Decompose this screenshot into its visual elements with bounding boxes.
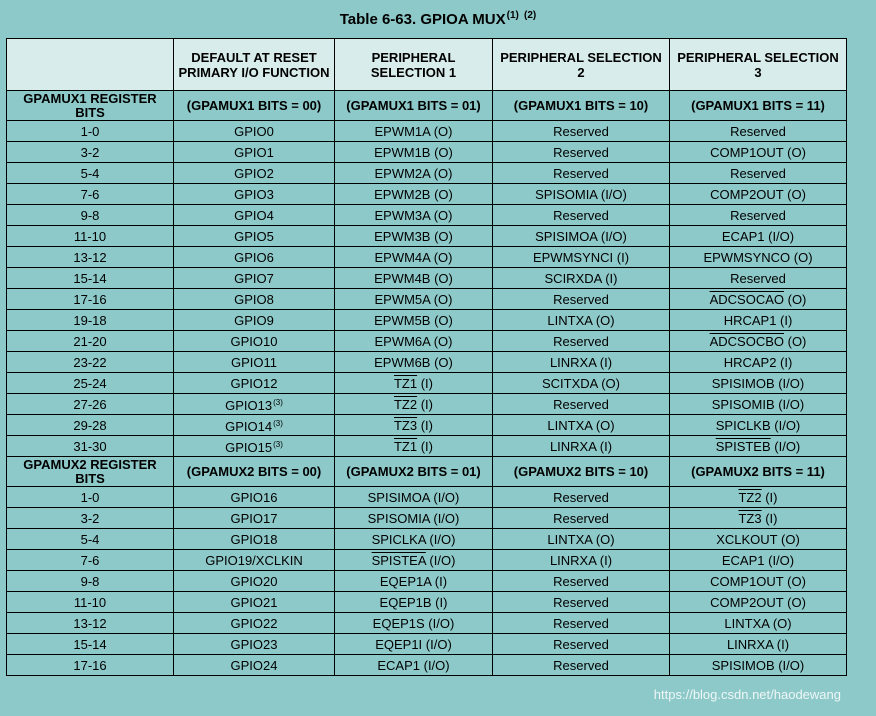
cell-default-function: GPIO11 — [174, 352, 335, 373]
table-row — [7, 487, 847, 508]
cell-peripheral-3 — [670, 487, 847, 508]
cell-peripheral-2: Reserved — [493, 163, 670, 184]
cell-register-bits: 15-14 — [7, 268, 174, 289]
table-row — [7, 289, 847, 310]
cell-peripheral-2: SCIRXDA (I) — [493, 268, 670, 289]
table-title-text: Table 6-63. GPIOA MUX — [339, 11, 506, 28]
table-row — [7, 613, 847, 634]
gpio-name: GPIO14 — [225, 419, 273, 434]
cell-peripheral-1: EPWM5A (O) — [335, 289, 493, 310]
section-bits-value: (GPAMUX1 BITS = 10) — [493, 91, 670, 121]
cell-peripheral-2: SCITXDA (O) — [493, 373, 670, 394]
cell-peripheral-3: COMP2OUT (O) — [670, 592, 847, 613]
table-row — [7, 331, 847, 352]
cell-default-function: GPIO24 — [174, 655, 335, 676]
cell-default-function: GPIO3 — [174, 184, 335, 205]
cell-peripheral-1: SPISOMIA (I/O) — [335, 508, 493, 529]
table-row — [7, 508, 847, 529]
header-row — [7, 39, 847, 91]
section-header-row — [7, 457, 847, 487]
cell-peripheral-1: EPWM2B (O) — [335, 184, 493, 205]
active-low-signal: TZ1 — [393, 438, 418, 454]
cell-peripheral-2: Reserved — [493, 508, 670, 529]
cell-peripheral-3 — [670, 508, 847, 529]
cell-register-bits: 17-16 — [7, 289, 174, 310]
cell-peripheral-3: Reserved — [670, 121, 847, 142]
cell-peripheral-3: SPISIMOB (I/O) — [670, 373, 847, 394]
cell-register-bits: 1-0 — [7, 121, 174, 142]
signal-direction: (I) — [417, 375, 433, 391]
cell-peripheral-1: EPWM3B (O) — [335, 226, 493, 247]
cell-default-function: GPIO21 — [174, 592, 335, 613]
cell-peripheral-2: LINTXA (O) — [493, 529, 670, 550]
cell-register-bits: 7-6 — [7, 550, 174, 571]
cell-peripheral-3: Reserved — [670, 163, 847, 184]
cell-peripheral-1: EQEP1A (I) — [335, 571, 493, 592]
title-footnote-2[interactable]: (2) — [524, 10, 537, 21]
cell-default-function: GPIO1 — [174, 142, 335, 163]
cell-peripheral-3: COMP1OUT (O) — [670, 142, 847, 163]
section-bits-value: (GPAMUX2 BITS = 11) — [670, 457, 847, 487]
cell-peripheral-2: Reserved — [493, 331, 670, 352]
footnote-ref[interactable]: (3) — [273, 440, 283, 449]
cell-register-bits: 7-6 — [7, 184, 174, 205]
cell-peripheral-1: EPWM3A (O) — [335, 205, 493, 226]
cell-register-bits: 23-22 — [7, 352, 174, 373]
header-register-bits — [7, 39, 174, 91]
cell-peripheral-2: Reserved — [493, 592, 670, 613]
cell-default-function: GPIO22 — [174, 613, 335, 634]
cell-register-bits: 1-0 — [7, 487, 174, 508]
table-row — [7, 163, 847, 184]
cell-peripheral-3: ECAP1 (I/O) — [670, 226, 847, 247]
cell-peripheral-1 — [335, 415, 493, 436]
table-row — [7, 373, 847, 394]
footnote-ref[interactable]: (3) — [273, 398, 283, 407]
cell-default-function: GPIO10 — [174, 331, 335, 352]
cell-register-bits: 3-2 — [7, 508, 174, 529]
cell-default-function: GPIO12 — [174, 373, 335, 394]
cell-peripheral-1: EPWM6B (O) — [335, 352, 493, 373]
cell-default-function: GPIO4 — [174, 205, 335, 226]
cell-peripheral-3 — [670, 436, 847, 457]
active-low-signal: SPISTEA — [371, 552, 426, 568]
cell-peripheral-3: COMP2OUT (O) — [670, 184, 847, 205]
cell-peripheral-1: EPWM2A (O) — [335, 163, 493, 184]
cell-peripheral-3: LINTXA (O) — [670, 613, 847, 634]
cell-peripheral-2: Reserved — [493, 142, 670, 163]
signal-direction: (I/O) — [770, 438, 801, 454]
cell-peripheral-1 — [335, 436, 493, 457]
cell-peripheral-2: EPWMSYNCI (I) — [493, 247, 670, 268]
active-low-signal: TZ2 — [738, 489, 762, 505]
cell-peripheral-2: Reserved — [493, 205, 670, 226]
signal-direction: (I) — [417, 417, 433, 433]
cell-peripheral-2: Reserved — [493, 571, 670, 592]
table-row — [7, 634, 847, 655]
cell-register-bits: 11-10 — [7, 226, 174, 247]
section-label: GPAMUX2 REGISTER BITS — [7, 457, 174, 487]
cell-peripheral-3: XCLKOUT (O) — [670, 529, 847, 550]
section-bits-value: (GPAMUX2 BITS = 01) — [335, 457, 493, 487]
table-header — [7, 39, 847, 91]
table-row — [7, 436, 847, 457]
cell-peripheral-3 — [670, 289, 847, 310]
section-bits-value: (GPAMUX2 BITS = 00) — [174, 457, 335, 487]
cell-register-bits: 29-28 — [7, 415, 174, 436]
signal-direction: (O) — [784, 333, 807, 349]
cell-peripheral-1: EPWM5B (O) — [335, 310, 493, 331]
cell-peripheral-1: EQEP1I (I/O) — [335, 634, 493, 655]
cell-register-bits: 9-8 — [7, 205, 174, 226]
table-row — [7, 415, 847, 436]
cell-default-function: GPIO9 — [174, 310, 335, 331]
cell-register-bits: 5-4 — [7, 163, 174, 184]
cell-default-function: GPIO2 — [174, 163, 335, 184]
signal-direction: (I) — [417, 396, 433, 412]
cell-peripheral-3: Reserved — [670, 205, 847, 226]
cell-register-bits: 13-12 — [7, 613, 174, 634]
table-row — [7, 655, 847, 676]
cell-peripheral-1: EPWM1B (O) — [335, 142, 493, 163]
cell-default-function: GPIO23 — [174, 634, 335, 655]
cell-default-function: GPIO18 — [174, 529, 335, 550]
signal-direction: (I) — [761, 510, 778, 526]
cell-peripheral-1: EPWM4A (O) — [335, 247, 493, 268]
cell-peripheral-3: ECAP1 (I/O) — [670, 550, 847, 571]
section-bits-value: (GPAMUX1 BITS = 11) — [670, 91, 847, 121]
cell-default-function: GPIO6 — [174, 247, 335, 268]
cell-peripheral-3: SPISIMOB (I/O) — [670, 655, 847, 676]
cell-peripheral-3: LINRXA (I) — [670, 634, 847, 655]
cell-peripheral-1: EQEP1S (I/O) — [335, 613, 493, 634]
cell-peripheral-3: SPICLKB (I/O) — [670, 415, 847, 436]
signal-direction: (I) — [761, 489, 778, 505]
header-peripheral-2: PERIPHERAL SELECTION 2 — [493, 39, 670, 91]
cell-peripheral-2: LINTXA (O) — [493, 415, 670, 436]
cell-register-bits: 3-2 — [7, 142, 174, 163]
cell-register-bits: 15-14 — [7, 634, 174, 655]
cell-peripheral-2: Reserved — [493, 613, 670, 634]
signal-direction: (I/O) — [425, 552, 456, 568]
cell-peripheral-1: ECAP1 (I/O) — [335, 655, 493, 676]
cell-peripheral-1: EQEP1B (I) — [335, 592, 493, 613]
section-bits-value: (GPAMUX1 BITS = 00) — [174, 91, 335, 121]
cell-peripheral-3: EPWMSYNCO (O) — [670, 247, 847, 268]
cell-peripheral-3: SPISOMIB (I/O) — [670, 394, 847, 415]
cell-peripheral-2: Reserved — [493, 634, 670, 655]
cell-default-function: GPIO0 — [174, 121, 335, 142]
cell-register-bits: 13-12 — [7, 247, 174, 268]
active-low-signal: TZ3 — [738, 510, 762, 526]
table-row — [7, 121, 847, 142]
table-row — [7, 592, 847, 613]
cell-peripheral-2: LINRXA (I) — [493, 436, 670, 457]
cell-peripheral-2: Reserved — [493, 289, 670, 310]
cell-register-bits: 25-24 — [7, 373, 174, 394]
cell-peripheral-2: Reserved — [493, 394, 670, 415]
cell-peripheral-2: LINRXA (I) — [493, 352, 670, 373]
cell-peripheral-1 — [335, 373, 493, 394]
cell-default-function — [174, 415, 335, 436]
cell-register-bits: 5-4 — [7, 529, 174, 550]
cell-peripheral-3 — [670, 331, 847, 352]
section-header-row — [7, 91, 847, 121]
cell-peripheral-3: COMP1OUT (O) — [670, 571, 847, 592]
cell-peripheral-2: Reserved — [493, 121, 670, 142]
table-row — [7, 310, 847, 331]
cell-peripheral-1: SPISIMOA (I/O) — [335, 487, 493, 508]
gpioa-mux-table — [6, 38, 847, 676]
table-row — [7, 142, 847, 163]
cell-register-bits: 19-18 — [7, 310, 174, 331]
cell-register-bits: 11-10 — [7, 592, 174, 613]
header-default-function: DEFAULT AT RESET PRIMARY I/O FUNCTION — [174, 39, 335, 91]
table-row — [7, 268, 847, 289]
active-low-signal: TZ2 — [393, 396, 418, 412]
cell-peripheral-2: SPISIMOA (I/O) — [493, 226, 670, 247]
cell-register-bits: 17-16 — [7, 655, 174, 676]
cell-peripheral-1 — [335, 550, 493, 571]
active-low-signal: ADCSOCAO — [709, 291, 784, 307]
cell-peripheral-2: LINTXA (O) — [493, 310, 670, 331]
cell-peripheral-2: SPISOMIA (I/O) — [493, 184, 670, 205]
cell-register-bits: 27-26 — [7, 394, 174, 415]
cell-peripheral-3: Reserved — [670, 268, 847, 289]
signal-direction: (O) — [784, 291, 807, 307]
title-footnote-1[interactable]: (1) — [506, 10, 519, 21]
header-peripheral-1: PERIPHERAL SELECTION 1 — [335, 39, 493, 91]
table-row — [7, 352, 847, 373]
cell-peripheral-1 — [335, 394, 493, 415]
gpio-name: GPIO15 — [225, 440, 273, 455]
cell-peripheral-1: EPWM6A (O) — [335, 331, 493, 352]
table-row — [7, 247, 847, 268]
cell-default-function: GPIO19/XCLKIN — [174, 550, 335, 571]
cell-peripheral-2: Reserved — [493, 487, 670, 508]
active-low-signal: ADCSOCBO — [709, 333, 784, 349]
cell-peripheral-1: SPICLKA (I/O) — [335, 529, 493, 550]
cell-peripheral-3: HRCAP2 (I) — [670, 352, 847, 373]
cell-peripheral-3: HRCAP1 (I) — [670, 310, 847, 331]
section-label: GPAMUX1 REGISTER BITS — [7, 91, 174, 121]
cell-register-bits: 21-20 — [7, 331, 174, 352]
cell-default-function: GPIO5 — [174, 226, 335, 247]
cell-default-function: GPIO7 — [174, 268, 335, 289]
cell-peripheral-2: Reserved — [493, 655, 670, 676]
cell-default-function: GPIO20 — [174, 571, 335, 592]
cell-default-function: GPIO17 — [174, 508, 335, 529]
table-row — [7, 529, 847, 550]
cell-default-function: GPIO16 — [174, 487, 335, 508]
cell-peripheral-2: LINRXA (I) — [493, 550, 670, 571]
section-bits-value: (GPAMUX2 BITS = 10) — [493, 457, 670, 487]
table-row — [7, 205, 847, 226]
table-row — [7, 550, 847, 571]
cell-default-function: GPIO8 — [174, 289, 335, 310]
table-body — [7, 91, 847, 676]
section-bits-value: (GPAMUX1 BITS = 01) — [335, 91, 493, 121]
table-title — [0, 6, 876, 30]
table-row — [7, 226, 847, 247]
cell-register-bits: 31-30 — [7, 436, 174, 457]
signal-direction: (I) — [417, 438, 433, 454]
active-low-signal: SPISTEB — [715, 438, 771, 454]
cell-register-bits: 9-8 — [7, 571, 174, 592]
watermark: https://blog.csdn.net/haodewang — [653, 687, 841, 702]
footnote-ref[interactable]: (3) — [273, 419, 283, 428]
cell-peripheral-1: EPWM1A (O) — [335, 121, 493, 142]
table-row — [7, 394, 847, 415]
active-low-signal: TZ1 — [393, 375, 418, 391]
header-peripheral-3: PERIPHERAL SELECTION 3 — [670, 39, 847, 91]
gpio-name: GPIO13 — [225, 398, 273, 413]
cell-default-function — [174, 436, 335, 457]
cell-default-function — [174, 394, 335, 415]
cell-peripheral-1: EPWM4B (O) — [335, 268, 493, 289]
table-row — [7, 571, 847, 592]
active-low-signal: TZ3 — [393, 417, 418, 433]
table-row — [7, 184, 847, 205]
